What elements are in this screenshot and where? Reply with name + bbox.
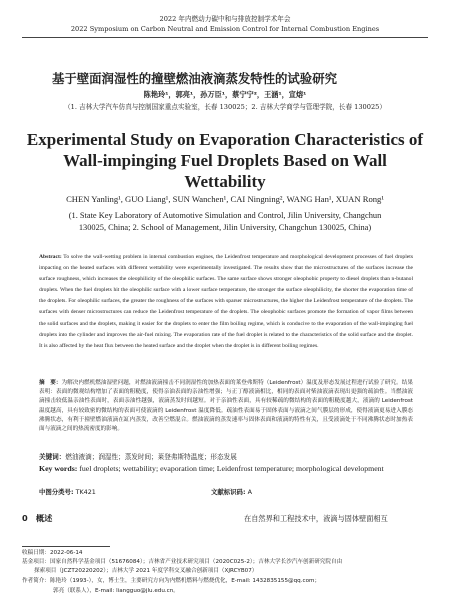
cn-abstract-text: 为解决内燃机燃油湿壁问题，对燃油液滴撞击不同润湿性的加热表面的莱登弗斯特（Leidenfrost）温度及形态发展过程进行试验了研究。结果表明：表面的微观结构增加了表面的粗糙度，使得亲油表面的亲油性增强；与正丁醇液滴相比，相同的表面对柴油液滴表现出更强的疏油性。当燃油液滴撞击较低温亲油性表面时，表面亲油性越强，液滴蒸发时间越短。对于亲油性表面，具有较稀疏的微结构的表面的粗糙度越大，液滴的 Leidenfrost 温度越高，具有较致密的微结构的表面可使液滴的 Leidenfrost 温度降低。疏油性表面易于固体表面与液滴之间气膜层的形成，使得液滴更易进入膜态沸腾状态，有利于撞壁燃油液滴在缸内蒸发，改善空燃混合。燃油液滴的蒸发速率与固体表面和液滴的特性有关，且受液滴处于不同沸腾状态时加热表面与液滴之间的热流密度的影响。 [39, 380, 413, 433]
en-affiliation-line-2: 130025, China; 2. School of Management, Jilin University, Changchun 130025, China) [78, 223, 372, 232]
cn-title: 基于壁面润湿性的撞壁燃油液滴蒸发特性的试验研究 [52, 71, 337, 86]
document-code [211, 487, 252, 496]
clc-label: 中图分类号: [39, 488, 74, 496]
footnote-fund-1: 基金项目：国家自然科学基金项目（51676084）；吉林省产业技术研究项目（2020C025-2）；吉林大学长沙汽车创新研究院自由 [22, 559, 343, 565]
en-abstract [39, 252, 413, 352]
abstract-label: Abstract: [39, 254, 62, 260]
section-intro: 在自然界和工程技术中，液滴与固体壁面相互 [244, 514, 388, 523]
cn-authors: 陈艳玲¹，郭亮¹，孙万臣¹，蔡宁宁²，王涵¹，宣熔¹ [143, 90, 307, 99]
cn-keywords-label: 关键词： [39, 453, 66, 461]
cn-keywords [39, 451, 413, 461]
footnote-rule [22, 546, 110, 547]
en-affiliation-line-1: (1. State Key Laboratory of Automotive Simulation and Control, Jilin University, Changchun [68, 211, 382, 220]
en-title-line-2: Wall-impinging Fuel Droplets Based on Wall [63, 151, 387, 170]
document-code-value: A [247, 488, 252, 496]
en-keywords [39, 464, 413, 474]
footnote-author-2: 郭亮（联系人），E-mail: liangguo@jlu.edu.cn。 [53, 588, 179, 594]
header-conference-en: 2022 Symposium on Carbon Neutral and Emission Control for Internal Combustion Engines [70, 25, 380, 33]
cn-affiliation: （1. 吉林大学汽车仿真与控制国家重点实验室，长春 130025；2. 吉林大学商学与管理学院，长春 130025） [64, 103, 386, 111]
cn-abstract [39, 379, 413, 434]
footnote-received: 收稿日期：2022-06-14 [22, 550, 83, 556]
header-rule [22, 37, 428, 38]
en-title-line-3: Wettability [184, 172, 266, 191]
footnote-author-1: 作者简介：陈艳玲（1993-），女，博士生，主要研究方向为内燃机燃料与燃烧优化，E-mail: 1432835155@qq.com； [22, 578, 321, 584]
en-keywords-text: fuel droplets; wettability; evaporation time; Leidenfrost temperature; morphological development [79, 464, 384, 473]
section-heading: 0 概述 [22, 513, 53, 523]
en-authors: CHEN Yanling¹, GUO Liang¹, SUN Wanchen¹, CAI Ningning², WANG Han¹, XUAN Rong¹ [66, 194, 384, 204]
en-title-line-1: Experimental Study on Evaporation Characteristics of [26, 130, 424, 149]
abstract-text: To solve the wall-wetting problem in internal combustion engines, the Leidenfrost temperature and morphological development processes of fuel droplets impacting on the heated surfaces with different wettability were experimentally investigated. The results show that the microstructures of the surfaces increase the surface roughness, which increases the oleophilicity of the oleophilic surfaces. The same surface shows stronger oleophobic property to diesel droplets than n-butanol droplets. When the fuel droplets hit the oleophilic surface with a lower surface temperature, the stronger the surface oleophilicity, the shorter the evaporation time of the droplets. For oleophilic surfaces, the greater the roughness of the surfaces with sparser microstructures, the higher the Leidenfrost temperature of the droplets. The surfaces with denser microstructures can reduce the Leidenfrost temperature of the droplets. The oleophobic surfaces promote the formation of vapor films between the solid surfaces and the droplets, making it easier for the droplets to enter the film boiling regime, which is conducive to the evaporation of the wall-impinging fuel droplets into the cylinder and improves the air-fuel mixing. The evaporation rate of the fuel droplet is related to the characteristics of the solid surface and the droplet. It is also affected by the heat flux between the heated surface and the droplet when the droplet is in different boiling regimes. [39, 254, 413, 349]
footnote-fund-2: 探索项目（JCZT20220202）；吉林大学 2021 年度学科交叉融合创新项目（XJRCYB07） [34, 568, 258, 574]
clc-value: TK421 [75, 488, 96, 496]
cn-keywords-text: 燃油液滴；润湿性；蒸发时间；莱登弗斯特温度；形态发展 [65, 453, 237, 461]
cn-abstract-label: 摘 要： [39, 380, 62, 386]
clc-number [39, 487, 96, 496]
en-keywords-label: Key words: [39, 464, 78, 473]
header-conference-cn: 2022 年内燃动力碳中和与排放控制学术年会 [159, 15, 291, 23]
document-code-label: 文献标识码: [211, 488, 246, 496]
